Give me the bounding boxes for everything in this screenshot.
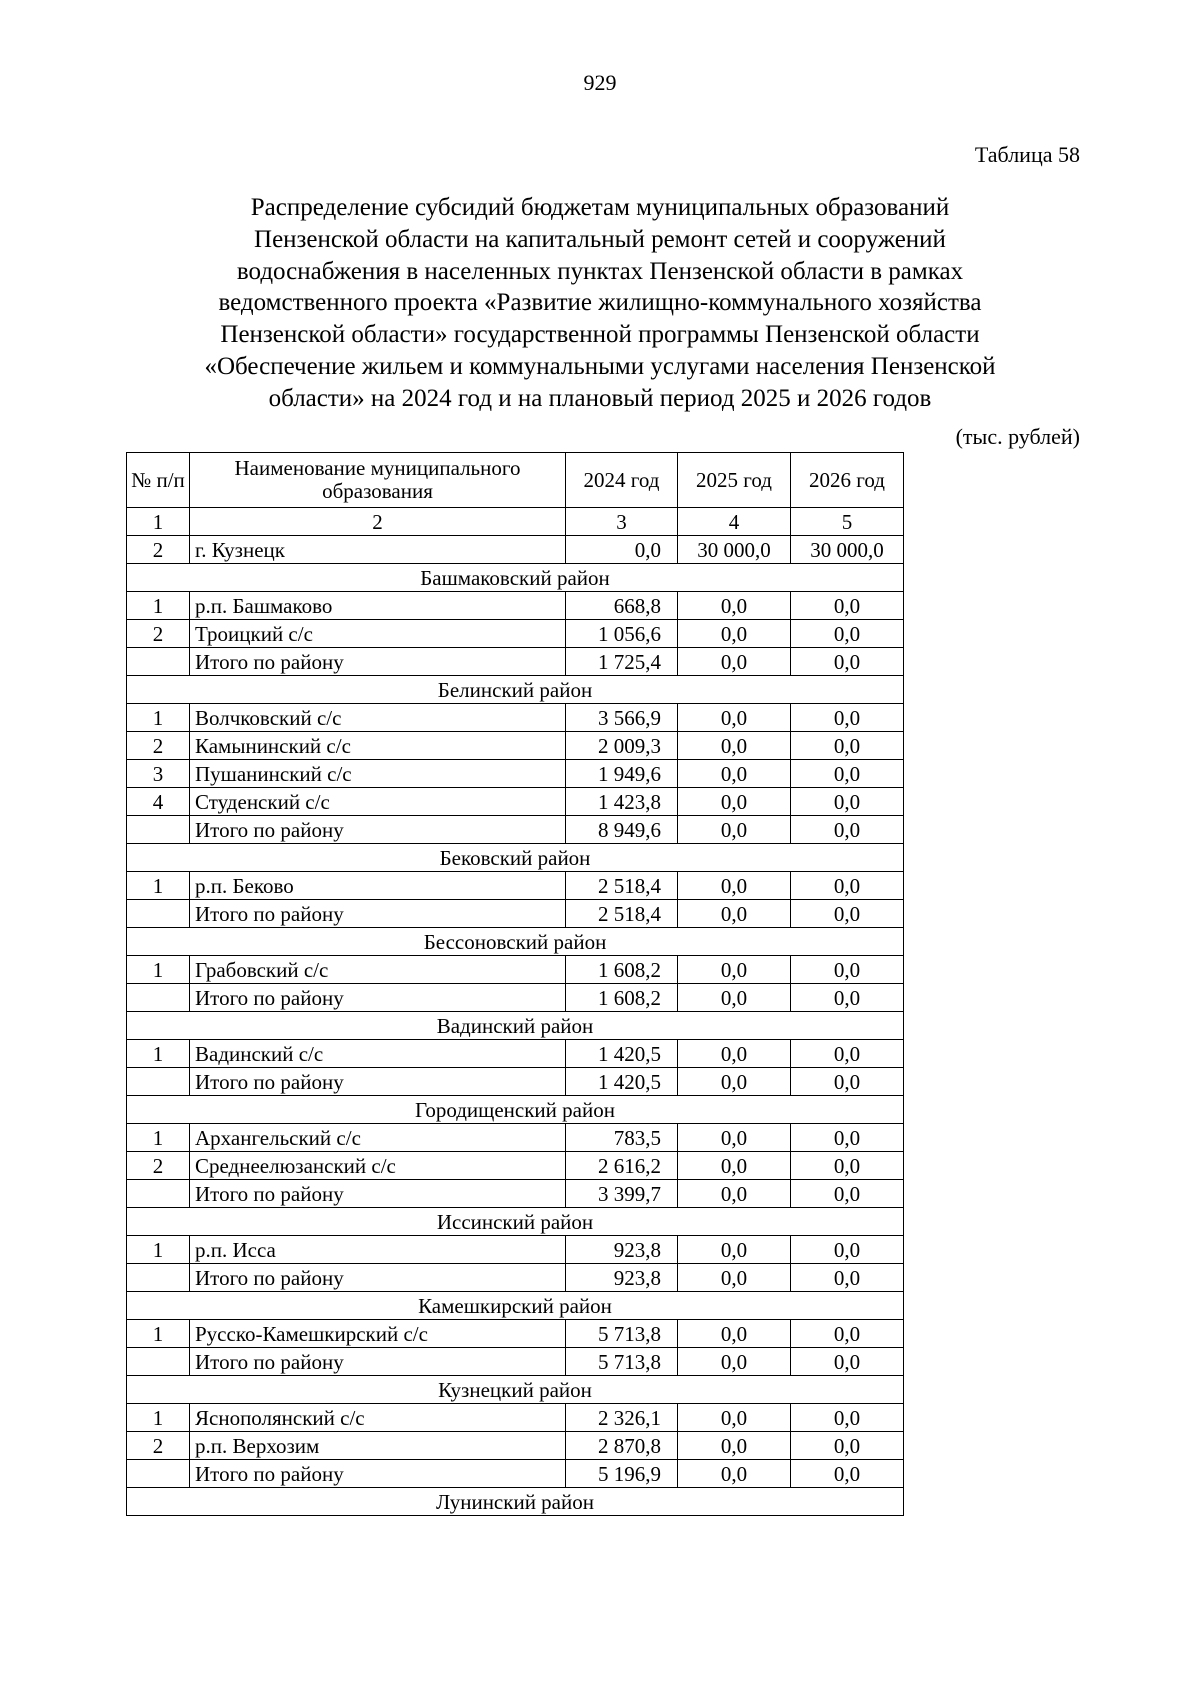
district-section-row xyxy=(127,1208,904,1236)
value-2024: 2 518,4 xyxy=(566,900,678,928)
column-number: 5 xyxy=(791,508,904,536)
value-2026: 0,0 xyxy=(791,1460,904,1488)
district-name: Вадинский район xyxy=(127,1012,904,1040)
table-row xyxy=(127,592,904,620)
header-name: Наименование муниципального образования xyxy=(190,453,566,508)
value-2025: 0,0 xyxy=(678,1236,791,1264)
municipality-name: р.п. Беково xyxy=(190,872,566,900)
value-2026: 0,0 xyxy=(791,648,904,676)
value-2024: 923,8 xyxy=(566,1264,678,1292)
value-2024: 2 518,4 xyxy=(566,872,678,900)
municipality-name: г. Кузнецк xyxy=(190,536,566,564)
units-label: (тыс. рублей) xyxy=(955,424,1080,449)
subsidy-table xyxy=(126,452,904,1516)
title-line: ведомственного проекта «Развитие жилищно-коммунального хозяйства xyxy=(218,289,982,317)
value-2025: 0,0 xyxy=(678,1460,791,1488)
value-2024: 2 009,3 xyxy=(566,732,678,760)
header-num: № п/п xyxy=(127,453,190,508)
value-2025: 0,0 xyxy=(678,1152,791,1180)
value-2025: 0,0 xyxy=(678,1264,791,1292)
row-number: 1 xyxy=(127,1040,190,1068)
municipality-name: р.п. Исса xyxy=(190,1236,566,1264)
district-name: Бессоновский район xyxy=(127,928,904,956)
district-name: Башмаковский район xyxy=(127,564,904,592)
municipality-name: Камынинский с/с xyxy=(190,732,566,760)
title-line: Распределение субсидий бюджетам муниципальных образований xyxy=(250,194,950,221)
value-2024: 1 949,6 xyxy=(566,760,678,788)
table-row xyxy=(127,1236,904,1264)
value-2026: 0,0 xyxy=(791,732,904,760)
value-2026: 0,0 xyxy=(791,760,904,788)
title-line: области» на 2024 год и на плановый период 2025 и 2026 годов xyxy=(268,384,932,412)
value-2024: 3 399,7 xyxy=(566,1180,678,1208)
title-line: Пензенской области на капитальный ремонт сетей и сооружений xyxy=(254,225,946,253)
row-number: 1 xyxy=(127,1320,190,1348)
district-total-row xyxy=(127,1460,904,1488)
row-number: 2 xyxy=(127,620,190,648)
value-2024: 5 196,9 xyxy=(566,1460,678,1488)
district-section-row xyxy=(127,844,904,872)
district-name: Городищенский район xyxy=(127,1096,904,1124)
table-row xyxy=(127,956,904,984)
municipality-name: Итого по району xyxy=(190,1348,566,1376)
value-2024: 1 420,5 xyxy=(566,1040,678,1068)
row-number xyxy=(127,648,190,676)
district-total-row xyxy=(127,984,904,1012)
district-section-row xyxy=(127,1488,904,1516)
municipality-name: Итого по району xyxy=(190,1264,566,1292)
row-number xyxy=(127,1068,190,1096)
row-number xyxy=(127,984,190,1012)
row-number: 1 xyxy=(127,1124,190,1152)
district-total-row xyxy=(127,900,904,928)
value-2025: 0,0 xyxy=(678,732,791,760)
municipality-name: Итого по району xyxy=(190,1068,566,1096)
value-2026: 0,0 xyxy=(791,1068,904,1096)
value-2025: 0,0 xyxy=(678,620,791,648)
municipality-name: Вадинский с/с xyxy=(190,1040,566,1068)
table-body xyxy=(127,536,904,1516)
value-2026: 0,0 xyxy=(791,1404,904,1432)
district-name: Бековский район xyxy=(127,844,904,872)
header-2025: 2025 год xyxy=(678,453,791,508)
column-number-row xyxy=(127,508,904,536)
district-section-row xyxy=(127,1376,904,1404)
value-2026: 0,0 xyxy=(791,1236,904,1264)
district-section-row xyxy=(127,928,904,956)
column-number: 4 xyxy=(678,508,791,536)
municipality-name: Итого по району xyxy=(190,816,566,844)
value-2024: 1 056,6 xyxy=(566,620,678,648)
column-number: 1 xyxy=(127,508,190,536)
district-name: Иссинский район xyxy=(127,1208,904,1236)
district-total-row xyxy=(127,1068,904,1096)
value-2025: 0,0 xyxy=(678,956,791,984)
municipality-name: Студенский с/с xyxy=(190,788,566,816)
row-number: 4 xyxy=(127,788,190,816)
table-row xyxy=(127,1432,904,1460)
district-name: Камешкирский район xyxy=(127,1292,904,1320)
value-2026: 0,0 xyxy=(791,1264,904,1292)
table-row xyxy=(127,732,904,760)
row-number: 1 xyxy=(127,704,190,732)
table-row xyxy=(127,1040,904,1068)
table-row xyxy=(127,1320,904,1348)
column-number: 3 xyxy=(566,508,678,536)
document-title xyxy=(130,192,1070,415)
value-2026: 0,0 xyxy=(791,1432,904,1460)
row-number: 1 xyxy=(127,592,190,620)
district-section-row xyxy=(127,1096,904,1124)
row-number: 2 xyxy=(127,732,190,760)
municipality-name: Пушанинский с/с xyxy=(190,760,566,788)
value-2026: 0,0 xyxy=(791,1152,904,1180)
value-2026: 30 000,0 xyxy=(791,536,904,564)
value-2024: 1 608,2 xyxy=(566,984,678,1012)
value-2025: 0,0 xyxy=(678,648,791,676)
district-section-row xyxy=(127,676,904,704)
value-2024: 3 566,9 xyxy=(566,704,678,732)
municipality-name: Итого по району xyxy=(190,900,566,928)
district-name: Белинский район xyxy=(127,676,904,704)
title-line: водоснабжения в населенных пунктах Пензенской области в рамках xyxy=(236,257,964,285)
municipality-name: Русско-Камешкирский с/с xyxy=(190,1320,566,1348)
value-2024: 1 725,4 xyxy=(566,648,678,676)
value-2024: 8 949,6 xyxy=(566,816,678,844)
value-2026: 0,0 xyxy=(791,788,904,816)
row-number: 2 xyxy=(127,1432,190,1460)
value-2026: 0,0 xyxy=(791,1040,904,1068)
table-row xyxy=(127,872,904,900)
value-2026: 0,0 xyxy=(791,620,904,648)
value-2026: 0,0 xyxy=(791,816,904,844)
value-2026: 0,0 xyxy=(791,956,904,984)
value-2025: 0,0 xyxy=(678,900,791,928)
value-2024: 668,8 xyxy=(566,592,678,620)
row-number xyxy=(127,1264,190,1292)
municipality-name: р.п. Башмаково xyxy=(190,592,566,620)
value-2025: 0,0 xyxy=(678,1124,791,1152)
table-row xyxy=(127,620,904,648)
title-line: Пензенской области» государственной программы Пензенской области xyxy=(220,321,980,349)
table-row xyxy=(127,1124,904,1152)
municipality-name: Итого по району xyxy=(190,984,566,1012)
municipality-name: Троицкий с/с xyxy=(190,620,566,648)
row-number: 1 xyxy=(127,872,190,900)
header-2026: 2026 год xyxy=(791,453,904,508)
title-line: «Обеспечение жильем и коммунальными услугами населения Пензенской xyxy=(204,352,996,380)
table-row xyxy=(127,536,904,564)
value-2026: 0,0 xyxy=(791,1348,904,1376)
district-section-row xyxy=(127,564,904,592)
value-2026: 0,0 xyxy=(791,984,904,1012)
district-name: Кузнецкий район xyxy=(127,1376,904,1404)
table-row xyxy=(127,788,904,816)
value-2025: 0,0 xyxy=(678,788,791,816)
value-2024: 0,0 xyxy=(566,536,678,564)
table-row xyxy=(127,1152,904,1180)
value-2026: 0,0 xyxy=(791,1180,904,1208)
value-2026: 0,0 xyxy=(791,1320,904,1348)
row-number: 1 xyxy=(127,1404,190,1432)
value-2025: 0,0 xyxy=(678,872,791,900)
value-2024: 5 713,8 xyxy=(566,1320,678,1348)
value-2025: 0,0 xyxy=(678,1432,791,1460)
page-number: 929 xyxy=(583,70,617,95)
row-number: 1 xyxy=(127,1236,190,1264)
district-name: Лунинский район xyxy=(127,1488,904,1516)
value-2025: 0,0 xyxy=(678,1348,791,1376)
table-row xyxy=(127,1404,904,1432)
row-number xyxy=(127,1180,190,1208)
row-number xyxy=(127,1460,190,1488)
district-total-row xyxy=(127,648,904,676)
municipality-name: Итого по району xyxy=(190,1460,566,1488)
value-2026: 0,0 xyxy=(791,1124,904,1152)
header-2024: 2024 год xyxy=(566,453,678,508)
table-row xyxy=(127,704,904,732)
row-number xyxy=(127,816,190,844)
municipality-name: Итого по району xyxy=(190,648,566,676)
district-total-row xyxy=(127,1180,904,1208)
table-header-row xyxy=(127,453,904,508)
value-2025: 0,0 xyxy=(678,1068,791,1096)
value-2025: 0,0 xyxy=(678,1180,791,1208)
row-number: 2 xyxy=(127,1152,190,1180)
value-2025: 0,0 xyxy=(678,816,791,844)
row-number xyxy=(127,1348,190,1376)
value-2025: 0,0 xyxy=(678,984,791,1012)
municipality-name: Среднеелюзанский с/с xyxy=(190,1152,566,1180)
value-2024: 1 423,8 xyxy=(566,788,678,816)
municipality-name: Волчковский с/с xyxy=(190,704,566,732)
row-number: 3 xyxy=(127,760,190,788)
municipality-name: Итого по району xyxy=(190,1180,566,1208)
table-label: Таблица 58 xyxy=(974,142,1080,167)
municipality-name: Архангельский с/с xyxy=(190,1124,566,1152)
district-section-row xyxy=(127,1012,904,1040)
value-2026: 0,0 xyxy=(791,592,904,620)
value-2026: 0,0 xyxy=(791,872,904,900)
municipality-name: Грабовский с/с xyxy=(190,956,566,984)
district-section-row xyxy=(127,1292,904,1320)
value-2024: 2 326,1 xyxy=(566,1404,678,1432)
row-number: 1 xyxy=(127,956,190,984)
table-row xyxy=(127,760,904,788)
value-2024: 1 608,2 xyxy=(566,956,678,984)
municipality-name: Яснополянский с/с xyxy=(190,1404,566,1432)
district-total-row xyxy=(127,816,904,844)
value-2025: 30 000,0 xyxy=(678,536,791,564)
value-2024: 5 713,8 xyxy=(566,1348,678,1376)
value-2026: 0,0 xyxy=(791,900,904,928)
row-number: 2 xyxy=(127,536,190,564)
value-2024: 2 870,8 xyxy=(566,1432,678,1460)
value-2024: 2 616,2 xyxy=(566,1152,678,1180)
value-2024: 923,8 xyxy=(566,1236,678,1264)
column-number: 2 xyxy=(190,508,566,536)
district-total-row xyxy=(127,1264,904,1292)
value-2025: 0,0 xyxy=(678,1404,791,1432)
value-2025: 0,0 xyxy=(678,760,791,788)
municipality-name: р.п. Верхозим xyxy=(190,1432,566,1460)
value-2025: 0,0 xyxy=(678,592,791,620)
value-2025: 0,0 xyxy=(678,704,791,732)
district-total-row xyxy=(127,1348,904,1376)
value-2026: 0,0 xyxy=(791,704,904,732)
value-2025: 0,0 xyxy=(678,1040,791,1068)
value-2024: 1 420,5 xyxy=(566,1068,678,1096)
row-number xyxy=(127,900,190,928)
value-2025: 0,0 xyxy=(678,1320,791,1348)
value-2024: 783,5 xyxy=(566,1124,678,1152)
